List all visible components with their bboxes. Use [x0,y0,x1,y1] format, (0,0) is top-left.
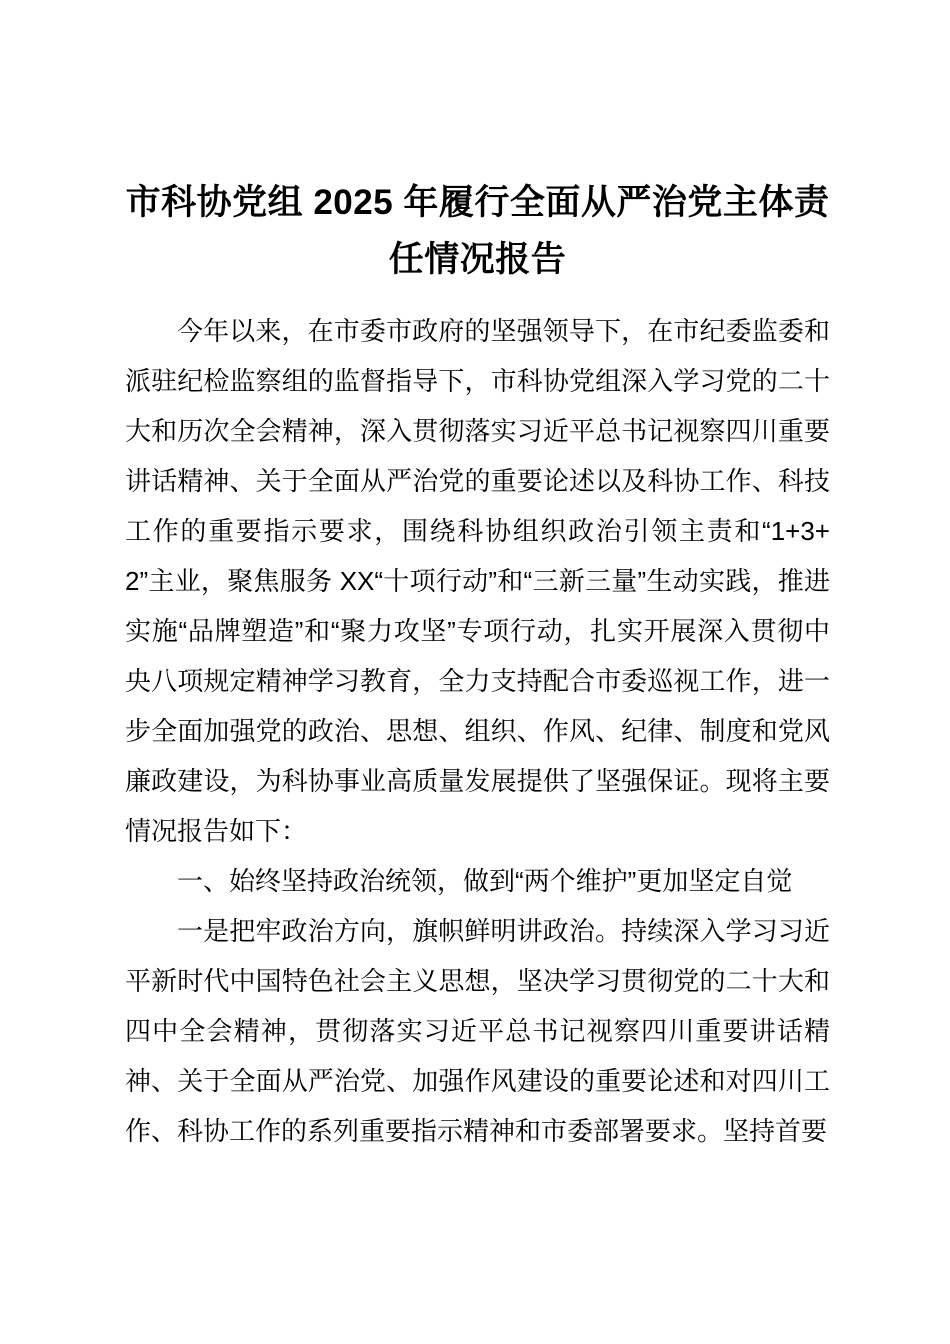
section-1-paragraph: 一是把牢政治方向，旗帜鲜明讲政治。持续深入学习习近平新时代中国特色社会主义思想，坚决学习贯彻党的二十大和四中全会精神，贯彻落实习近平总书记视察四川重要讲话精神、关于全面从严治党、加强作风建设的重要论述和对四川工作、科协工作的系列重要指示精神和市委部署要求。坚持首要 [125,916,830,1146]
intro-paragraph: 今年以来，在市委市政府的坚强领导下，在市纪委监委和派驻纪检监察组的监督指导下，市科协党组深入学习党的二十大和历次全会精神，深入贯彻落实习近平总书记视察四川重要讲话精神、关于全面从严治党的重要论述以及科协工作、科技工作的重要指示要求，围绕科协组织政治引领主责和“1+3+2”主业，聚焦服务 XX“十项行动”和“三新三量”生动实践，推进实施“品牌塑造”和“聚力攻坚”专项行动，扎实开展深入贯彻中央八项规定精神学习教育，全力支持配合市委巡视工作，进一步全面加强党的政治、思想、组织、作风、纪律、制度和党风廉政建设，为科协事业高质量发展提供了坚强保证。现将主要情况报告如下： [125,316,830,846]
section-1-heading: 一、始终坚持政治统领，做到“两个维护”更加坚定自觉 [177,866,793,896]
document-title: 市科协党组 2025 年履行全面从严治党主体责任情况报告 [125,183,830,279]
